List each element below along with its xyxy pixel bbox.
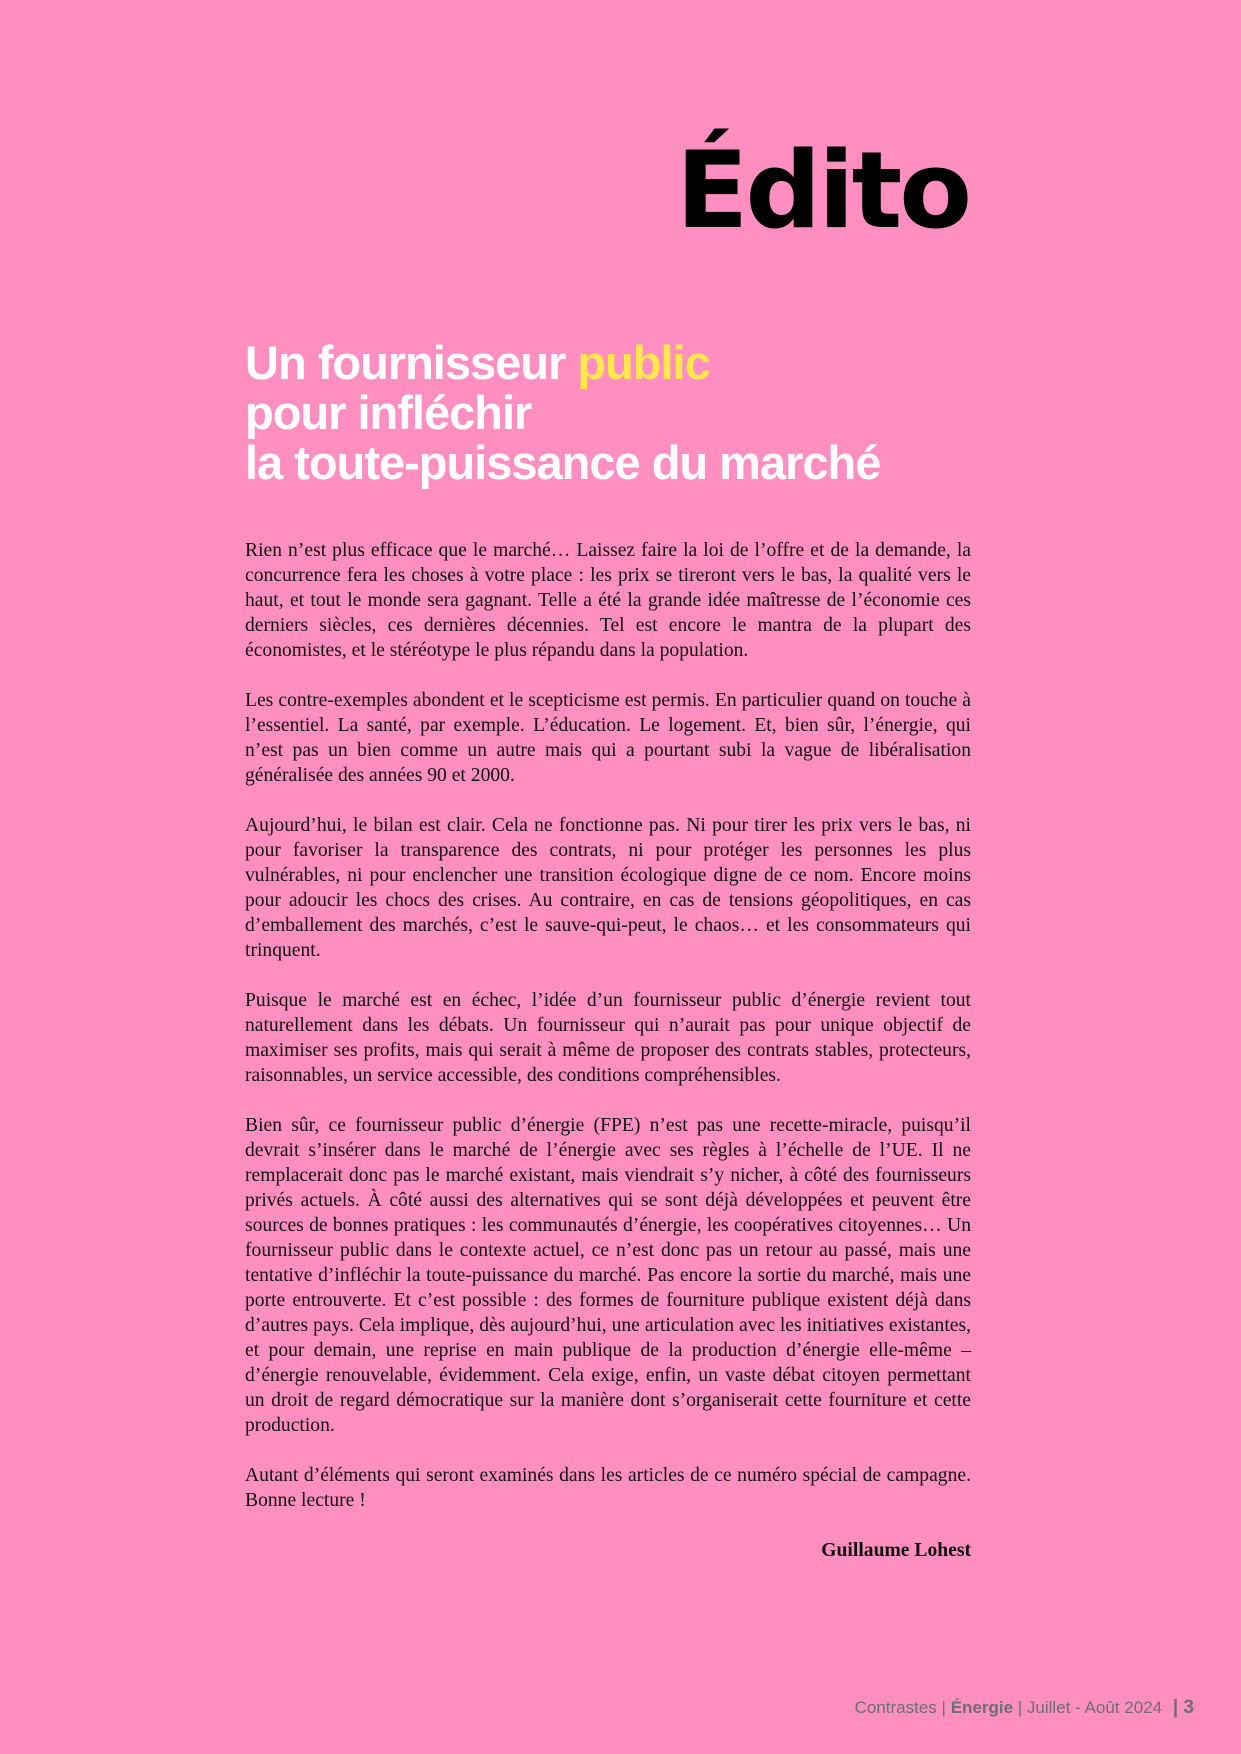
page-footer	[855, 1697, 1194, 1719]
headline-line-1	[245, 338, 1005, 388]
article-headline	[245, 338, 1005, 488]
paragraph-6: Autant d’éléments qui seront examinés dans les articles de ce numéro spécial de campagne. Bonne lecture !	[245, 1465, 971, 1511]
footer-separator-1: |	[936, 1698, 951, 1717]
page-number	[1173, 1697, 1194, 1718]
paragraph-2: Les contre-exemples abondent et le scepticisme est permis. En particulier quand on touche à l’essentiel. La santé, par exemple. L’éducation. Le logement. Et, bien sûr, l’énergie, qui n’est pas un bien comme un autre mais qui a pourtant subi la vague de libéralisation généralisée des années 90 et 2000.	[245, 690, 971, 786]
headline-highlight-word: public	[577, 336, 710, 389]
footer-magazine: Contrastes	[854, 1698, 937, 1717]
headline-line-3: la toute-puissance du marché	[245, 436, 881, 489]
paragraph-1: Rien n’est plus efficace que le marché… Laissez faire la loi de l’offre et de la demande, la concurrence fera les choses à votre place : les prix se tireront vers le bas, la qualité vers le haut, et tout le monde sera gagnant. Telle a été la grande idée maîtresse de l’économie ces derniers siècles, ces dernières décennies. Tel est encore le mantra de la plupart des économistes, et le stéréotype le plus répandu dans la population.	[245, 540, 971, 661]
paragraph-5: Bien sûr, ce fournisseur public d’énergie (FPE) n’est pas une recette-miracle, puisqu’il devrait s’insérer dans le marché de l’énergie avec ses règles à l’échelle de l’UE. Il ne remplacerait donc pas le marché existant, mais viendrait s’y nicher, à côté des fournisseurs privés actuels. À côté aussi des alternatives qui se sont déjà développées et peuvent être sources de bonnes pratiques : les communautés d’énergie, les coopératives citoyennes… Un fournisseur public dans le contexte actuel, ce n’est donc pas un retour au passé, mais une tentative d’infléchir la toute-puissance du marché. Pas encore la sortie du marché, mais une porte entrouverte. Et c’est possible : des formes de fourniture publique existent déjà dans d’autres pays. Cela implique, dès aujourd’hui, une articulation avec les initiatives existantes, et pour demain, une reprise en main publique de la production d’énergie elle-même – d’énergie renouvelable, évidemment. Cela exige, enfin, un vaste débat citoyen permettant un droit de regard démocratique sur la manière dont s’organiserait cette fourniture et cette production.	[245, 1115, 971, 1436]
page-number-value: 3	[1183, 1697, 1194, 1718]
headline-line-1-start: Un fournisseur	[245, 336, 578, 389]
headline-line-2: pour infléchir	[245, 386, 532, 439]
article-body	[245, 538, 971, 1588]
footer-theme: Énergie	[950, 1698, 1014, 1717]
section-title: Édito	[676, 129, 970, 252]
paragraph-3: Aujourd’hui, le bilan est clair. Cela ne fonctionne pas. Ni pour tirer les prix vers le bas, ni pour favoriser la transparence des contrats, ni pour protéger les personnes les plus vulnérables, ni pour enclencher une transition écologique digne de ce nom. Encore moins pour adoucir les chocs des crises. Au contraire, en cas de tensions géopolitiques, en cas d’emballement des marchés, c’est le sauve-qui-peut, le chaos… et les consommateurs qui trinquent.	[245, 815, 971, 961]
footer-separator-2: |	[1013, 1698, 1027, 1717]
author-signature: Guillaume Lohest	[821, 1540, 971, 1561]
footer-issue: Juillet - Août 2024	[1026, 1698, 1163, 1717]
page-number-separator: |	[1172, 1697, 1179, 1718]
paragraph-4: Puisque le marché est en échec, l’idée d’un fournisseur public d’énergie revient tout naturellement dans les débats. Un fournisseur qui n’aurait pas pour unique objectif de maximiser ses profits, mais qui serait à même de proposer des contrats stables, protecteurs, raisonnables, un service accessible, des conditions compréhensibles.	[245, 990, 971, 1086]
